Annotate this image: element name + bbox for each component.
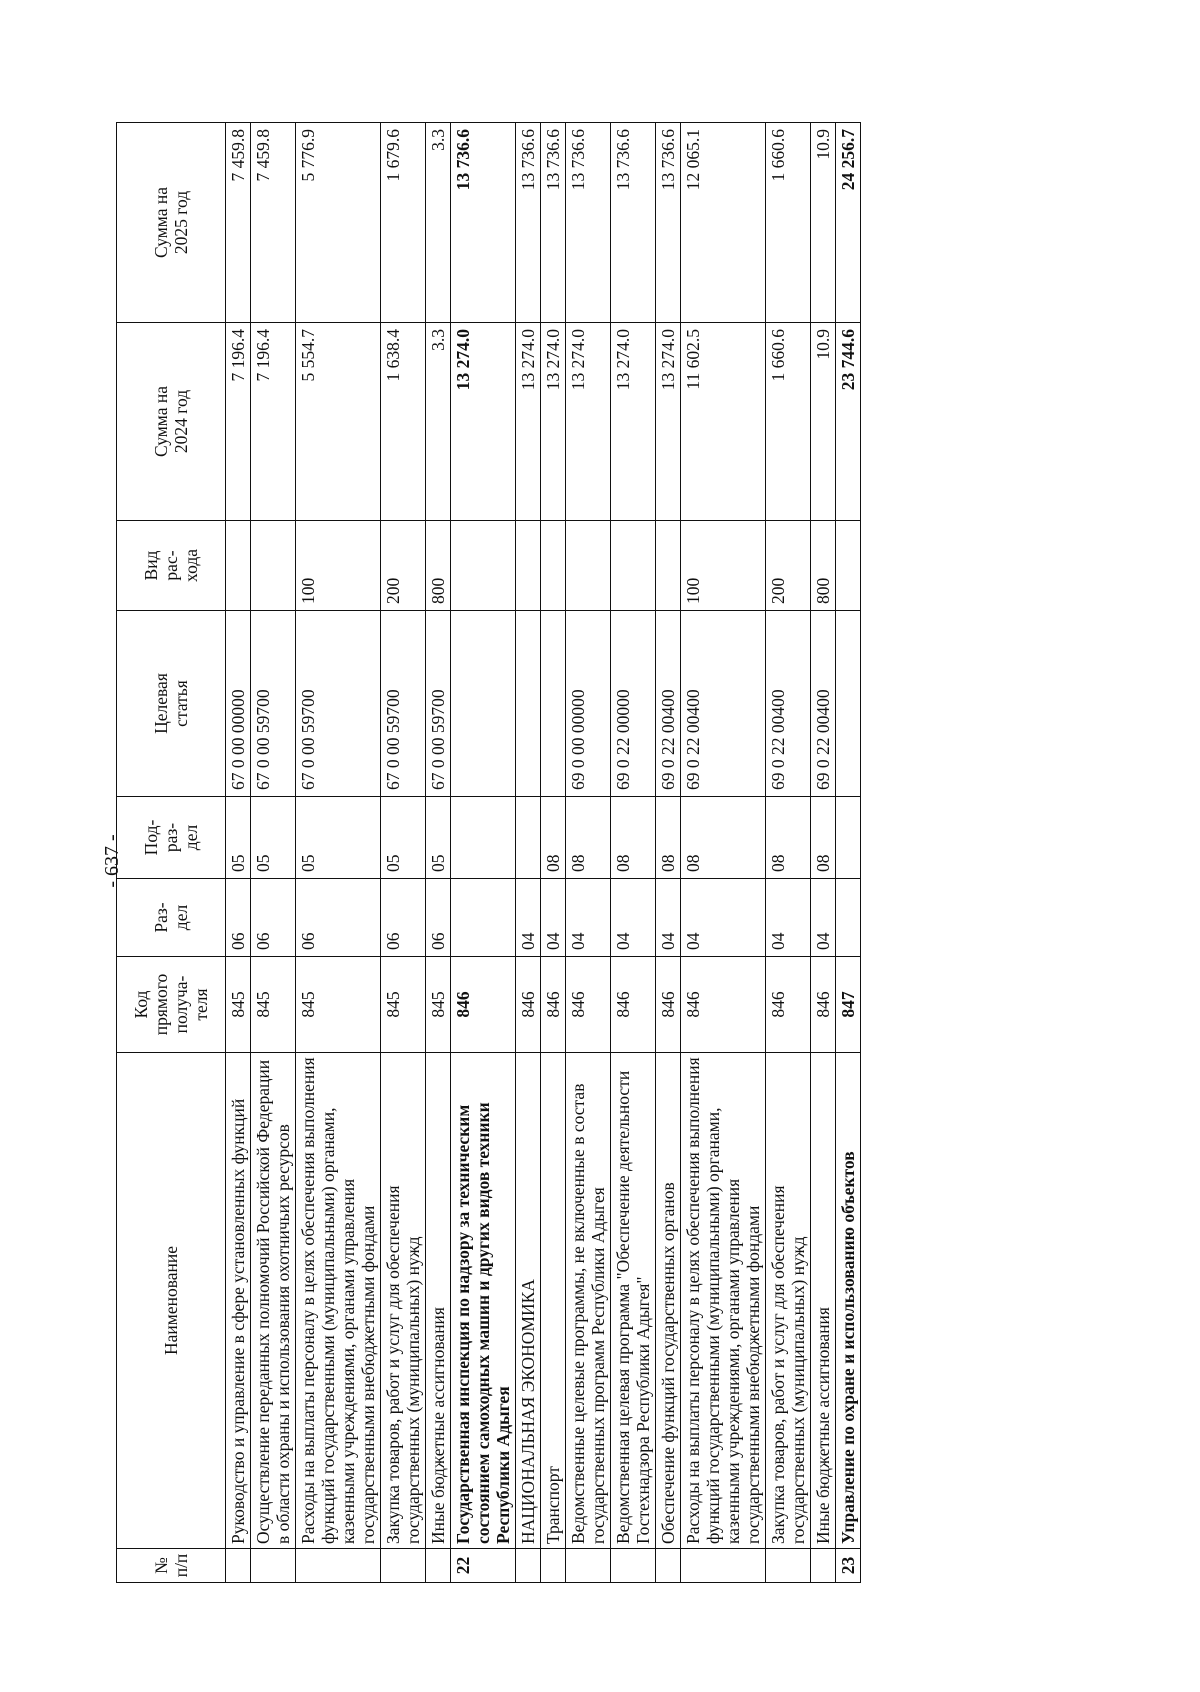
cell-sum-2024: 5 554.7	[296, 323, 381, 521]
cell-name: Управление по охране и использованию объектов	[836, 1053, 861, 1549]
cell-sum-2024: 13 274.0	[566, 323, 611, 521]
cell-name: Иные бюджетные ассигнования	[811, 1053, 836, 1549]
table-header-row	[117, 123, 226, 1583]
cell-subsection: 05	[381, 797, 426, 879]
cell-recipient-code: 845	[226, 957, 251, 1053]
header-expense-type	[117, 521, 226, 611]
cell-section: 06	[251, 879, 296, 957]
table-row	[681, 123, 766, 1583]
cell-expense-type	[226, 521, 251, 611]
cell-subsection: 08	[566, 797, 611, 879]
cell-number	[611, 1549, 656, 1583]
cell-expense-type: 200	[766, 521, 811, 611]
cell-subsection: 05	[296, 797, 381, 879]
cell-section: 04	[516, 879, 541, 957]
cell-sum-2024: 7 196.4	[251, 323, 296, 521]
cell-target-article	[836, 611, 861, 797]
cell-sum-2025: 13 736.6	[566, 123, 611, 323]
header-recipient-code	[117, 957, 226, 1053]
cell-target-article: 69 0 22 00400	[811, 611, 836, 797]
cell-target-article: 69 0 22 00400	[766, 611, 811, 797]
cell-name: Закупка товаров, работ и услуг для обеспечения государственных (муниципальных) нужд	[766, 1053, 811, 1549]
cell-section: 06	[426, 879, 451, 957]
cell-recipient-code: 846	[681, 957, 766, 1053]
cell-name: Государственная инспекция по надзору за техническим состоянием самоходных машин и других видов техники Республики Адыгея	[451, 1053, 516, 1549]
cell-sum-2025: 7 459.8	[251, 123, 296, 323]
cell-sum-2024: 13 274.0	[611, 323, 656, 521]
cell-sum-2024: 3.3	[426, 323, 451, 521]
cell-recipient-code: 846	[541, 957, 566, 1053]
cell-number	[251, 1549, 296, 1583]
cell-section: 06	[226, 879, 251, 957]
cell-sum-2024: 7 196.4	[226, 323, 251, 521]
table-row	[611, 123, 656, 1583]
cell-recipient-code: 846	[451, 957, 516, 1053]
cell-sum-2024: 1 660.6	[766, 323, 811, 521]
cell-section: 04	[681, 879, 766, 957]
cell-subsection: 08	[541, 797, 566, 879]
header-line: №	[151, 1557, 171, 1574]
cell-subsection: 08	[766, 797, 811, 879]
cell-expense-type: 800	[811, 521, 836, 611]
cell-target-article	[516, 611, 541, 797]
cell-subsection	[451, 797, 516, 879]
cell-recipient-code: 845	[426, 957, 451, 1053]
cell-sum-2025: 12 065.1	[681, 123, 766, 323]
cell-section: 04	[656, 879, 681, 957]
cell-number	[516, 1549, 541, 1583]
cell-section: 06	[381, 879, 426, 957]
cell-recipient-code: 845	[381, 957, 426, 1053]
cell-expense-type: 100	[296, 521, 381, 611]
cell-sum-2025: 5 776.9	[296, 123, 381, 323]
cell-number	[426, 1549, 451, 1583]
cell-name: Руководство и управление в сфере установленных функций	[226, 1053, 251, 1549]
header-line: Целевая	[151, 673, 171, 734]
cell-target-article: 67 0 00 00000	[226, 611, 251, 797]
cell-subsection: 05	[251, 797, 296, 879]
header-line: прямого	[151, 973, 171, 1036]
cell-sum-2025: 7 459.8	[226, 123, 251, 323]
header-name	[117, 1053, 226, 1549]
cell-expense-type: 200	[381, 521, 426, 611]
cell-name: Обеспечение функций государственных органов	[656, 1053, 681, 1549]
header-line: п/п	[171, 1553, 191, 1578]
cell-recipient-code: 846	[766, 957, 811, 1053]
cell-name: Закупка товаров, работ и услуг для обеспечения государственных (муниципальных) нужд	[381, 1053, 426, 1549]
header-line: получа-	[171, 975, 191, 1034]
cell-sum-2025: 13 736.6	[656, 123, 681, 323]
header-line: теля	[191, 988, 211, 1021]
cell-subsection	[836, 797, 861, 879]
cell-expense-type	[611, 521, 656, 611]
header-line: дел	[181, 824, 201, 851]
cell-name: Ведомственная целевая программа "Обеспечение деятельности Гостехнадзора Республики Адыгея"	[611, 1053, 656, 1549]
cell-number	[811, 1549, 836, 1583]
cell-sum-2024: 13 274.0	[541, 323, 566, 521]
table-row	[811, 123, 836, 1583]
cell-sum-2025: 13 736.6	[541, 123, 566, 323]
cell-section: 04	[566, 879, 611, 957]
table-row	[836, 123, 861, 1583]
cell-section	[451, 879, 516, 957]
cell-name: Иные бюджетные ассигнования	[426, 1053, 451, 1549]
cell-recipient-code: 846	[656, 957, 681, 1053]
table-row	[296, 123, 381, 1583]
cell-subsection	[516, 797, 541, 879]
cell-sum-2024: 1 638.4	[381, 323, 426, 521]
cell-subsection: 05	[226, 797, 251, 879]
header-line: Вид	[141, 550, 161, 581]
table-row	[451, 123, 516, 1583]
header-line: Сумма на	[151, 385, 171, 458]
cell-sum-2025: 1 660.6	[766, 123, 811, 323]
cell-name: Осуществление переданных полномочий Российской Федерации в области охраны и использования охотничьих ресурсов	[251, 1053, 296, 1549]
table-row	[516, 123, 541, 1583]
cell-sum-2024: 13 274.0	[451, 323, 516, 521]
header-subsection	[117, 797, 226, 879]
header-target-article	[117, 611, 226, 797]
cell-sum-2024: 11 602.5	[681, 323, 766, 521]
budget-table	[116, 122, 861, 1583]
cell-recipient-code: 846	[516, 957, 541, 1053]
cell-expense-type	[566, 521, 611, 611]
cell-recipient-code: 846	[811, 957, 836, 1053]
cell-sum-2025: 13 736.6	[451, 123, 516, 323]
cell-number	[656, 1549, 681, 1583]
cell-sum-2024: 13 274.0	[656, 323, 681, 521]
cell-name: Ведомственные целевые программы, не включенные в состав государственных программ Республики Адыгея	[566, 1053, 611, 1549]
cell-expense-type	[451, 521, 516, 611]
table-row	[766, 123, 811, 1583]
cell-name: НАЦИОНАЛЬНАЯ ЭКОНОМИКА	[516, 1053, 541, 1549]
cell-number	[296, 1549, 381, 1583]
cell-sum-2025: 3.3	[426, 123, 451, 323]
cell-section	[836, 879, 861, 957]
cell-subsection: 08	[681, 797, 766, 879]
cell-target-article: 67 0 00 59700	[296, 611, 381, 797]
cell-number	[681, 1549, 766, 1583]
header-sum-2024	[117, 323, 226, 521]
rotated-page-content	[116, 123, 1124, 1583]
header-sum-2025	[117, 123, 226, 323]
header-line: раз-	[161, 822, 181, 853]
table-row	[426, 123, 451, 1583]
table-row	[566, 123, 611, 1583]
cell-sum-2025: 1 679.6	[381, 123, 426, 323]
cell-number	[381, 1549, 426, 1583]
cell-recipient-code: 846	[611, 957, 656, 1053]
cell-number	[566, 1549, 611, 1583]
cell-target-article	[541, 611, 566, 797]
table-row	[656, 123, 681, 1583]
cell-section: 06	[296, 879, 381, 957]
cell-sum-2024: 23 744.6	[836, 323, 861, 521]
header-line: дел	[171, 904, 191, 931]
cell-number: 22	[451, 1549, 516, 1583]
cell-target-article: 69 0 22 00400	[681, 611, 766, 797]
header-line: Сумма на	[151, 186, 171, 259]
cell-recipient-code: 847	[836, 957, 861, 1053]
cell-recipient-code: 845	[296, 957, 381, 1053]
cell-subsection: 08	[811, 797, 836, 879]
cell-section: 04	[766, 879, 811, 957]
cell-expense-type	[541, 521, 566, 611]
cell-name: Расходы на выплаты персоналу в целях обеспечения выполнения функций государственными (муниципальными) органами, казенными учреждениями, органами управления государственными внебюджетными фондами	[681, 1053, 766, 1549]
header-line: Раз-	[151, 902, 171, 933]
cell-name: Расходы на выплаты персоналу в целях обеспечения выполнения функций государственными (муниципальными) органами, казенными учреждениями, органами управления государственными внебюджетными фондами	[296, 1053, 381, 1549]
header-line: 2025 год	[171, 190, 191, 255]
cell-number	[226, 1549, 251, 1583]
cell-name: Транспорт	[541, 1053, 566, 1549]
cell-expense-type: 800	[426, 521, 451, 611]
cell-target-article: 69 0 22 00000	[611, 611, 656, 797]
cell-sum-2025: 10.9	[811, 123, 836, 323]
header-line: Под-	[141, 819, 161, 856]
cell-target-article: 69 0 22 00400	[656, 611, 681, 797]
cell-sum-2025: 24 256.7	[836, 123, 861, 323]
cell-number: 23	[836, 1549, 861, 1583]
page-number: - 637 -	[101, 834, 123, 888]
cell-target-article: 67 0 00 59700	[381, 611, 426, 797]
header-section	[117, 879, 226, 957]
cell-sum-2024: 10.9	[811, 323, 836, 521]
cell-expense-type: 100	[681, 521, 766, 611]
cell-expense-type	[836, 521, 861, 611]
table-row	[541, 123, 566, 1583]
header-line: статья	[171, 680, 191, 727]
cell-expense-type	[656, 521, 681, 611]
cell-target-article	[451, 611, 516, 797]
cell-sum-2025: 13 736.6	[516, 123, 541, 323]
cell-section: 04	[811, 879, 836, 957]
header-number	[117, 1549, 226, 1583]
cell-subsection: 08	[656, 797, 681, 879]
cell-target-article: 69 0 00 00000	[566, 611, 611, 797]
header-line: 2024 год	[171, 389, 191, 454]
cell-subsection: 05	[426, 797, 451, 879]
cell-number	[541, 1549, 566, 1583]
cell-expense-type	[516, 521, 541, 611]
cell-section: 04	[611, 879, 656, 957]
cell-sum-2024: 13 274.0	[516, 323, 541, 521]
cell-sum-2025: 13 736.6	[611, 123, 656, 323]
cell-target-article: 67 0 00 59700	[426, 611, 451, 797]
header-line: хода	[181, 549, 201, 583]
cell-subsection: 08	[611, 797, 656, 879]
cell-section: 04	[541, 879, 566, 957]
cell-expense-type	[251, 521, 296, 611]
table-row	[251, 123, 296, 1583]
cell-recipient-code: 846	[566, 957, 611, 1053]
header-line: рас-	[161, 550, 181, 581]
table-row	[381, 123, 426, 1583]
table-row	[226, 123, 251, 1583]
table-body	[226, 123, 861, 1583]
header-line: Наименование	[161, 1245, 181, 1356]
cell-target-article: 67 0 00 59700	[251, 611, 296, 797]
cell-recipient-code: 845	[251, 957, 296, 1053]
header-line: Код	[131, 990, 151, 1019]
cell-number	[766, 1549, 811, 1583]
